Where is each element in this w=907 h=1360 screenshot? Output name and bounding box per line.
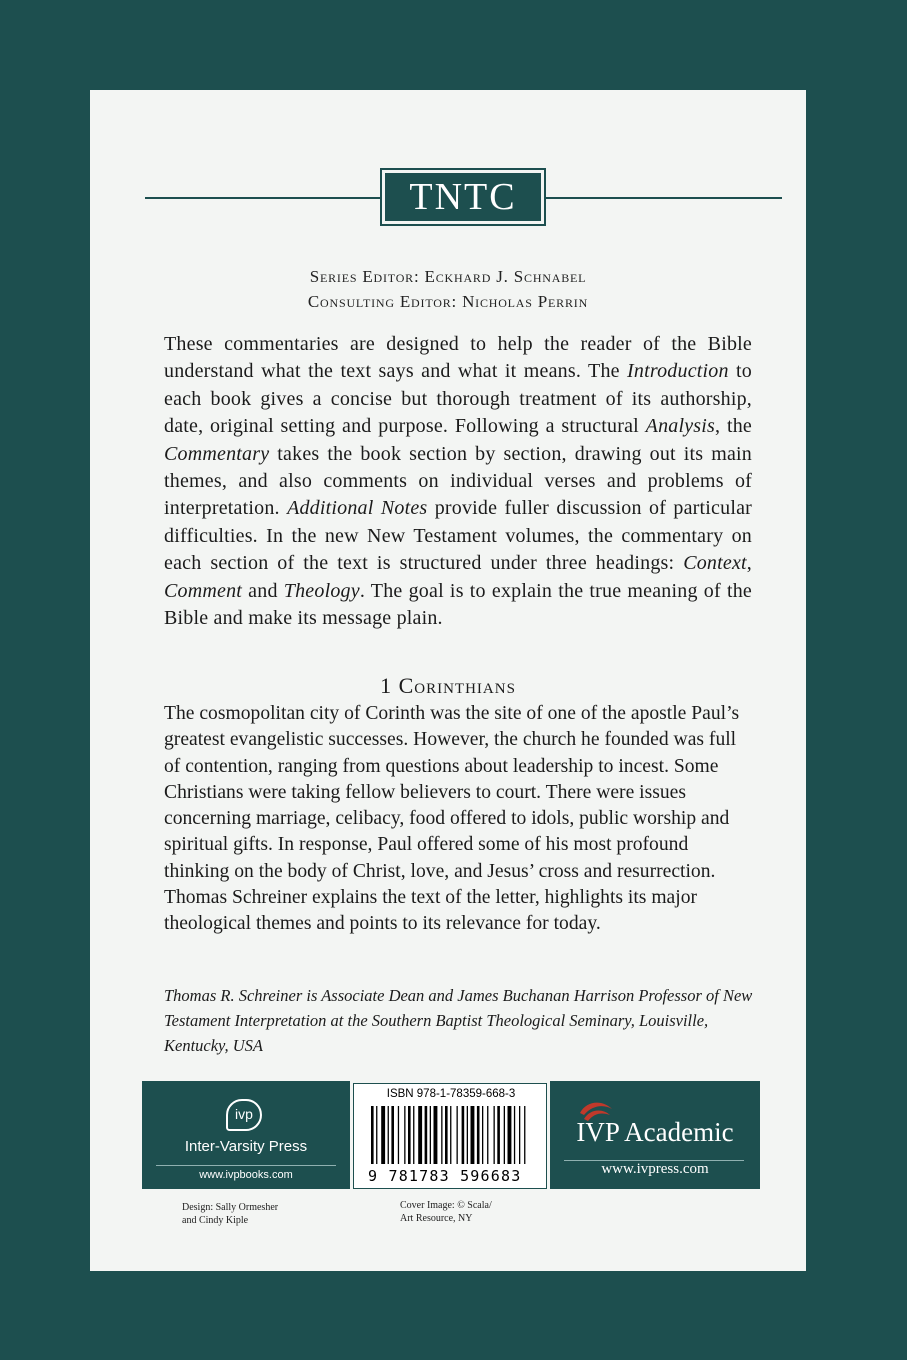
- book-title: 1 Corinthians: [380, 673, 516, 698]
- header-rule-left: [145, 197, 381, 199]
- book-description: The cosmopolitan city of Corinth was the site of one of the apostle Paul’s greatest evangelistic successes. However, the church he founded was full of contention, ranging from questions about leadership to incest. Some Christians were taking fellow believers to court. There were issues concerning marriage, celibacy, food offered to idols, public worship and spiritual gifts. In response, Paul offered some of his most profound thinking on the body of Christ, love, and Jesus’ cross and resurrection. Thomas Schreiner explains the text of the letter, highlights its major theological themes and points to its relevance for today.: [164, 703, 740, 935]
- author-bio: Thomas R. Schreiner is Associate Dean and James Buchanan Harrison Professor of New Testament Interpretation at the Southern Baptist Theological Seminary, Louisville, Kentucky, USA: [164, 986, 753, 1055]
- ivp-publisher-box: [142, 1081, 350, 1189]
- consulting-editor: Consulting Editor: Nicholas Perrin: [307, 292, 589, 311]
- ivp-academic-name: IVP Academic: [576, 1117, 734, 1147]
- series-description: These commentaries are designed to help the reader of the Bible understand what the text says and what it means. The Introduction to each book gives a concise but thorough treatment of its authorship, date, original setting and purpose. Following a structural Analysis, the Commentary takes the book section by section, drawing out its main themes, and also comments on individual verses and problems of interpretation. Additional Notes provide fuller discussion of particular difficulties. In the new New Testament volumes, the commentary on each section of the text is structured under three headings: Context, Comment and Theology. The goal is to explain the true meaning of the Bible and make its message plain.: [164, 333, 753, 630]
- barcode-digits: 9 781783 596683: [368, 1167, 522, 1185]
- ivp-academic-box: [550, 1081, 760, 1189]
- barcode-box: [353, 1083, 547, 1189]
- isbn-label: ISBN 978-1-78359-668-3: [386, 1088, 516, 1100]
- ivp-url: www.ivpbooks.com: [199, 1169, 293, 1181]
- barcode-icon: [371, 1106, 531, 1166]
- ivp-publisher-name: Inter-Varsity Press: [184, 1138, 308, 1155]
- ivp-logo-icon: ivp: [226, 1099, 262, 1131]
- series-logo: [380, 168, 546, 226]
- design-credit: Design: Sally Ormesher and Cindy Kiple: [182, 1202, 279, 1226]
- header-rule-right: [546, 197, 782, 199]
- ivp-academic-url: www.ivpress.com: [601, 1161, 709, 1177]
- series-editor: Series Editor: Eckhard J. Schnabel: [309, 267, 587, 286]
- back-cover-panel: [90, 90, 806, 1271]
- cover-image-credit: Cover Image: © Scala/ Art Resource, NY: [400, 1200, 492, 1224]
- series-logo-text: TNTC: [385, 173, 541, 221]
- ivp-divider: [156, 1165, 336, 1166]
